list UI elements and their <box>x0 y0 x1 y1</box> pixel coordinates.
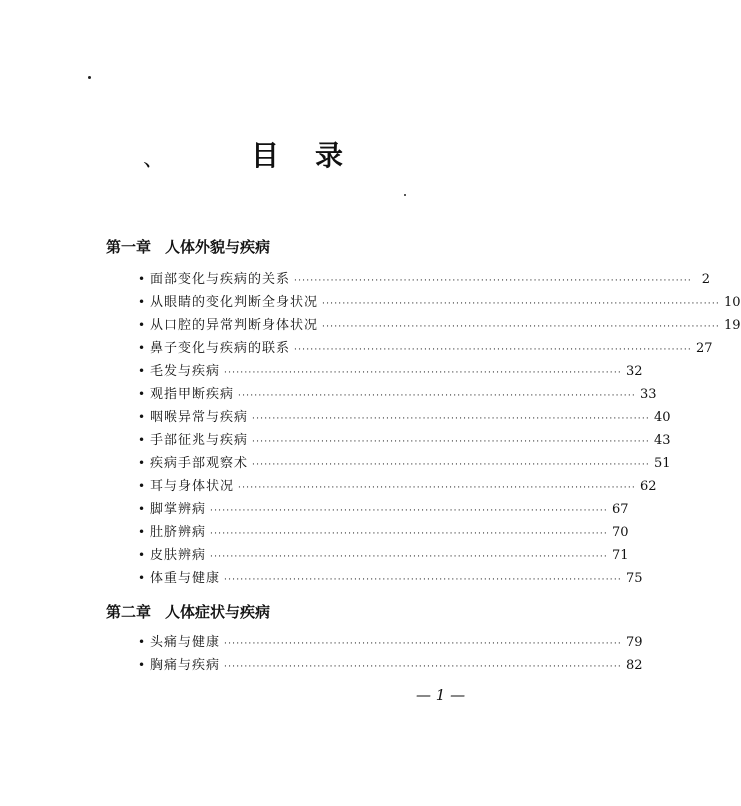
chapter-number: 第一章 <box>106 238 152 256</box>
entry-page: 62 <box>639 479 657 494</box>
entry-page: 67 <box>611 502 629 517</box>
toc-entry[interactable] <box>138 654 643 676</box>
entry-page: 40 <box>653 410 671 425</box>
entry-label: 咽喉异常与疾病 <box>150 410 249 425</box>
entry-page: 82 <box>625 658 643 673</box>
toc-entry[interactable] <box>138 452 671 474</box>
entry-page: 10 <box>723 295 741 310</box>
toc-entry[interactable] <box>138 268 710 290</box>
toc-entry[interactable] <box>138 314 741 336</box>
entry-label: 胸痛与疾病 <box>150 658 221 673</box>
bullet: • <box>138 272 146 286</box>
title-char-2: 录 <box>315 139 344 172</box>
bullet: • <box>138 658 146 672</box>
entry-page: 71 <box>611 548 629 563</box>
toc-entry[interactable] <box>138 383 657 405</box>
entry-label: 疾病手部观察术 <box>150 456 249 471</box>
toc-entry[interactable] <box>138 631 643 653</box>
ink-speck <box>88 76 91 79</box>
chapter-heading <box>106 236 270 257</box>
entry-page: 33 <box>639 387 657 402</box>
toc-entry[interactable] <box>138 429 671 451</box>
entry-page: 2 <box>701 272 710 287</box>
bullet: • <box>138 295 146 309</box>
toc-entry[interactable] <box>138 498 629 520</box>
toc-entry[interactable] <box>138 544 629 566</box>
entry-page: 43 <box>653 433 671 448</box>
ink-speck <box>404 194 406 196</box>
dot-leader: ·································································································· <box>322 299 720 309</box>
bullet: • <box>138 341 146 355</box>
bullet: • <box>138 525 146 539</box>
dot-leader: ·································································································· <box>252 414 650 424</box>
dot-leader: ·································································································· <box>322 322 720 332</box>
entry-label: 从眼睛的变化判断全身状况 <box>150 295 319 310</box>
entry-label: 体重与健康 <box>150 571 221 586</box>
toc-entry[interactable] <box>138 337 713 359</box>
entry-label: 肚脐辨病 <box>150 525 207 540</box>
entry-label: 耳与身体状况 <box>150 479 235 494</box>
bullet: • <box>138 318 146 332</box>
dot-leader: ·································································································· <box>224 368 622 378</box>
dot-leader: ·································································································· <box>224 639 622 649</box>
entry-label: 皮肤辨病 <box>150 548 207 563</box>
dot-leader: ·································································································· <box>224 575 622 585</box>
entry-page: 32 <box>625 364 643 379</box>
entry-label: 面部变化与疾病的关系 <box>150 272 291 287</box>
page-title <box>0 134 506 174</box>
entry-label: 观指甲断疾病 <box>150 387 235 402</box>
dot-leader: ·································································································· <box>294 276 692 286</box>
entry-page: 51 <box>653 456 671 471</box>
toc-entry[interactable] <box>138 406 671 428</box>
bullet: • <box>138 433 146 447</box>
entry-page: 27 <box>695 341 713 356</box>
toc-entry[interactable] <box>138 475 657 497</box>
dot-leader: ·································································································· <box>238 483 636 493</box>
title-mark: 、 <box>143 147 166 172</box>
bullet: • <box>138 456 146 470</box>
entry-label: 头痛与健康 <box>150 635 221 650</box>
entry-page: 19 <box>723 318 741 333</box>
bullet: • <box>138 387 146 401</box>
dot-leader: ·································································································· <box>210 529 608 539</box>
dot-leader: ·································································································· <box>252 437 650 447</box>
bullet: • <box>138 571 146 585</box>
chapter-heading <box>106 601 270 622</box>
bullet: • <box>138 410 146 424</box>
entry-page: 79 <box>625 635 643 650</box>
entry-label: 毛发与疾病 <box>150 364 221 379</box>
entry-page: 75 <box>625 571 643 586</box>
chapter-title: 人体外貌与疾病 <box>165 238 271 256</box>
dot-leader: ·································································································· <box>294 345 692 355</box>
title-char-1: 目 <box>251 139 280 172</box>
toc-entry[interactable] <box>138 567 643 589</box>
bullet: • <box>138 364 146 378</box>
bullet: • <box>138 548 146 562</box>
dot-leader: ·································································································· <box>210 552 608 562</box>
dot-leader: ·································································································· <box>238 391 636 401</box>
toc-entry[interactable] <box>138 521 629 543</box>
entry-label: 脚掌辨病 <box>150 502 207 517</box>
toc-entry[interactable] <box>138 291 741 313</box>
entry-label: 手部征兆与疾病 <box>150 433 249 448</box>
bullet: • <box>138 635 146 649</box>
entry-label: 从口腔的异常判断身体状况 <box>150 318 319 333</box>
toc-entry[interactable] <box>138 360 643 382</box>
dot-leader: ·································································································· <box>224 662 622 672</box>
dot-leader: ·································································································· <box>252 460 650 470</box>
bullet: • <box>138 479 146 493</box>
entry-page: 70 <box>611 525 629 540</box>
bullet: • <box>138 502 146 516</box>
chapter-number: 第二章 <box>106 603 152 621</box>
entry-label: 鼻子变化与疾病的联系 <box>150 341 291 356</box>
chapter-title: 人体症状与疾病 <box>165 603 271 621</box>
page-number: — 1 — <box>416 686 466 704</box>
dot-leader: ·································································································· <box>210 506 608 516</box>
